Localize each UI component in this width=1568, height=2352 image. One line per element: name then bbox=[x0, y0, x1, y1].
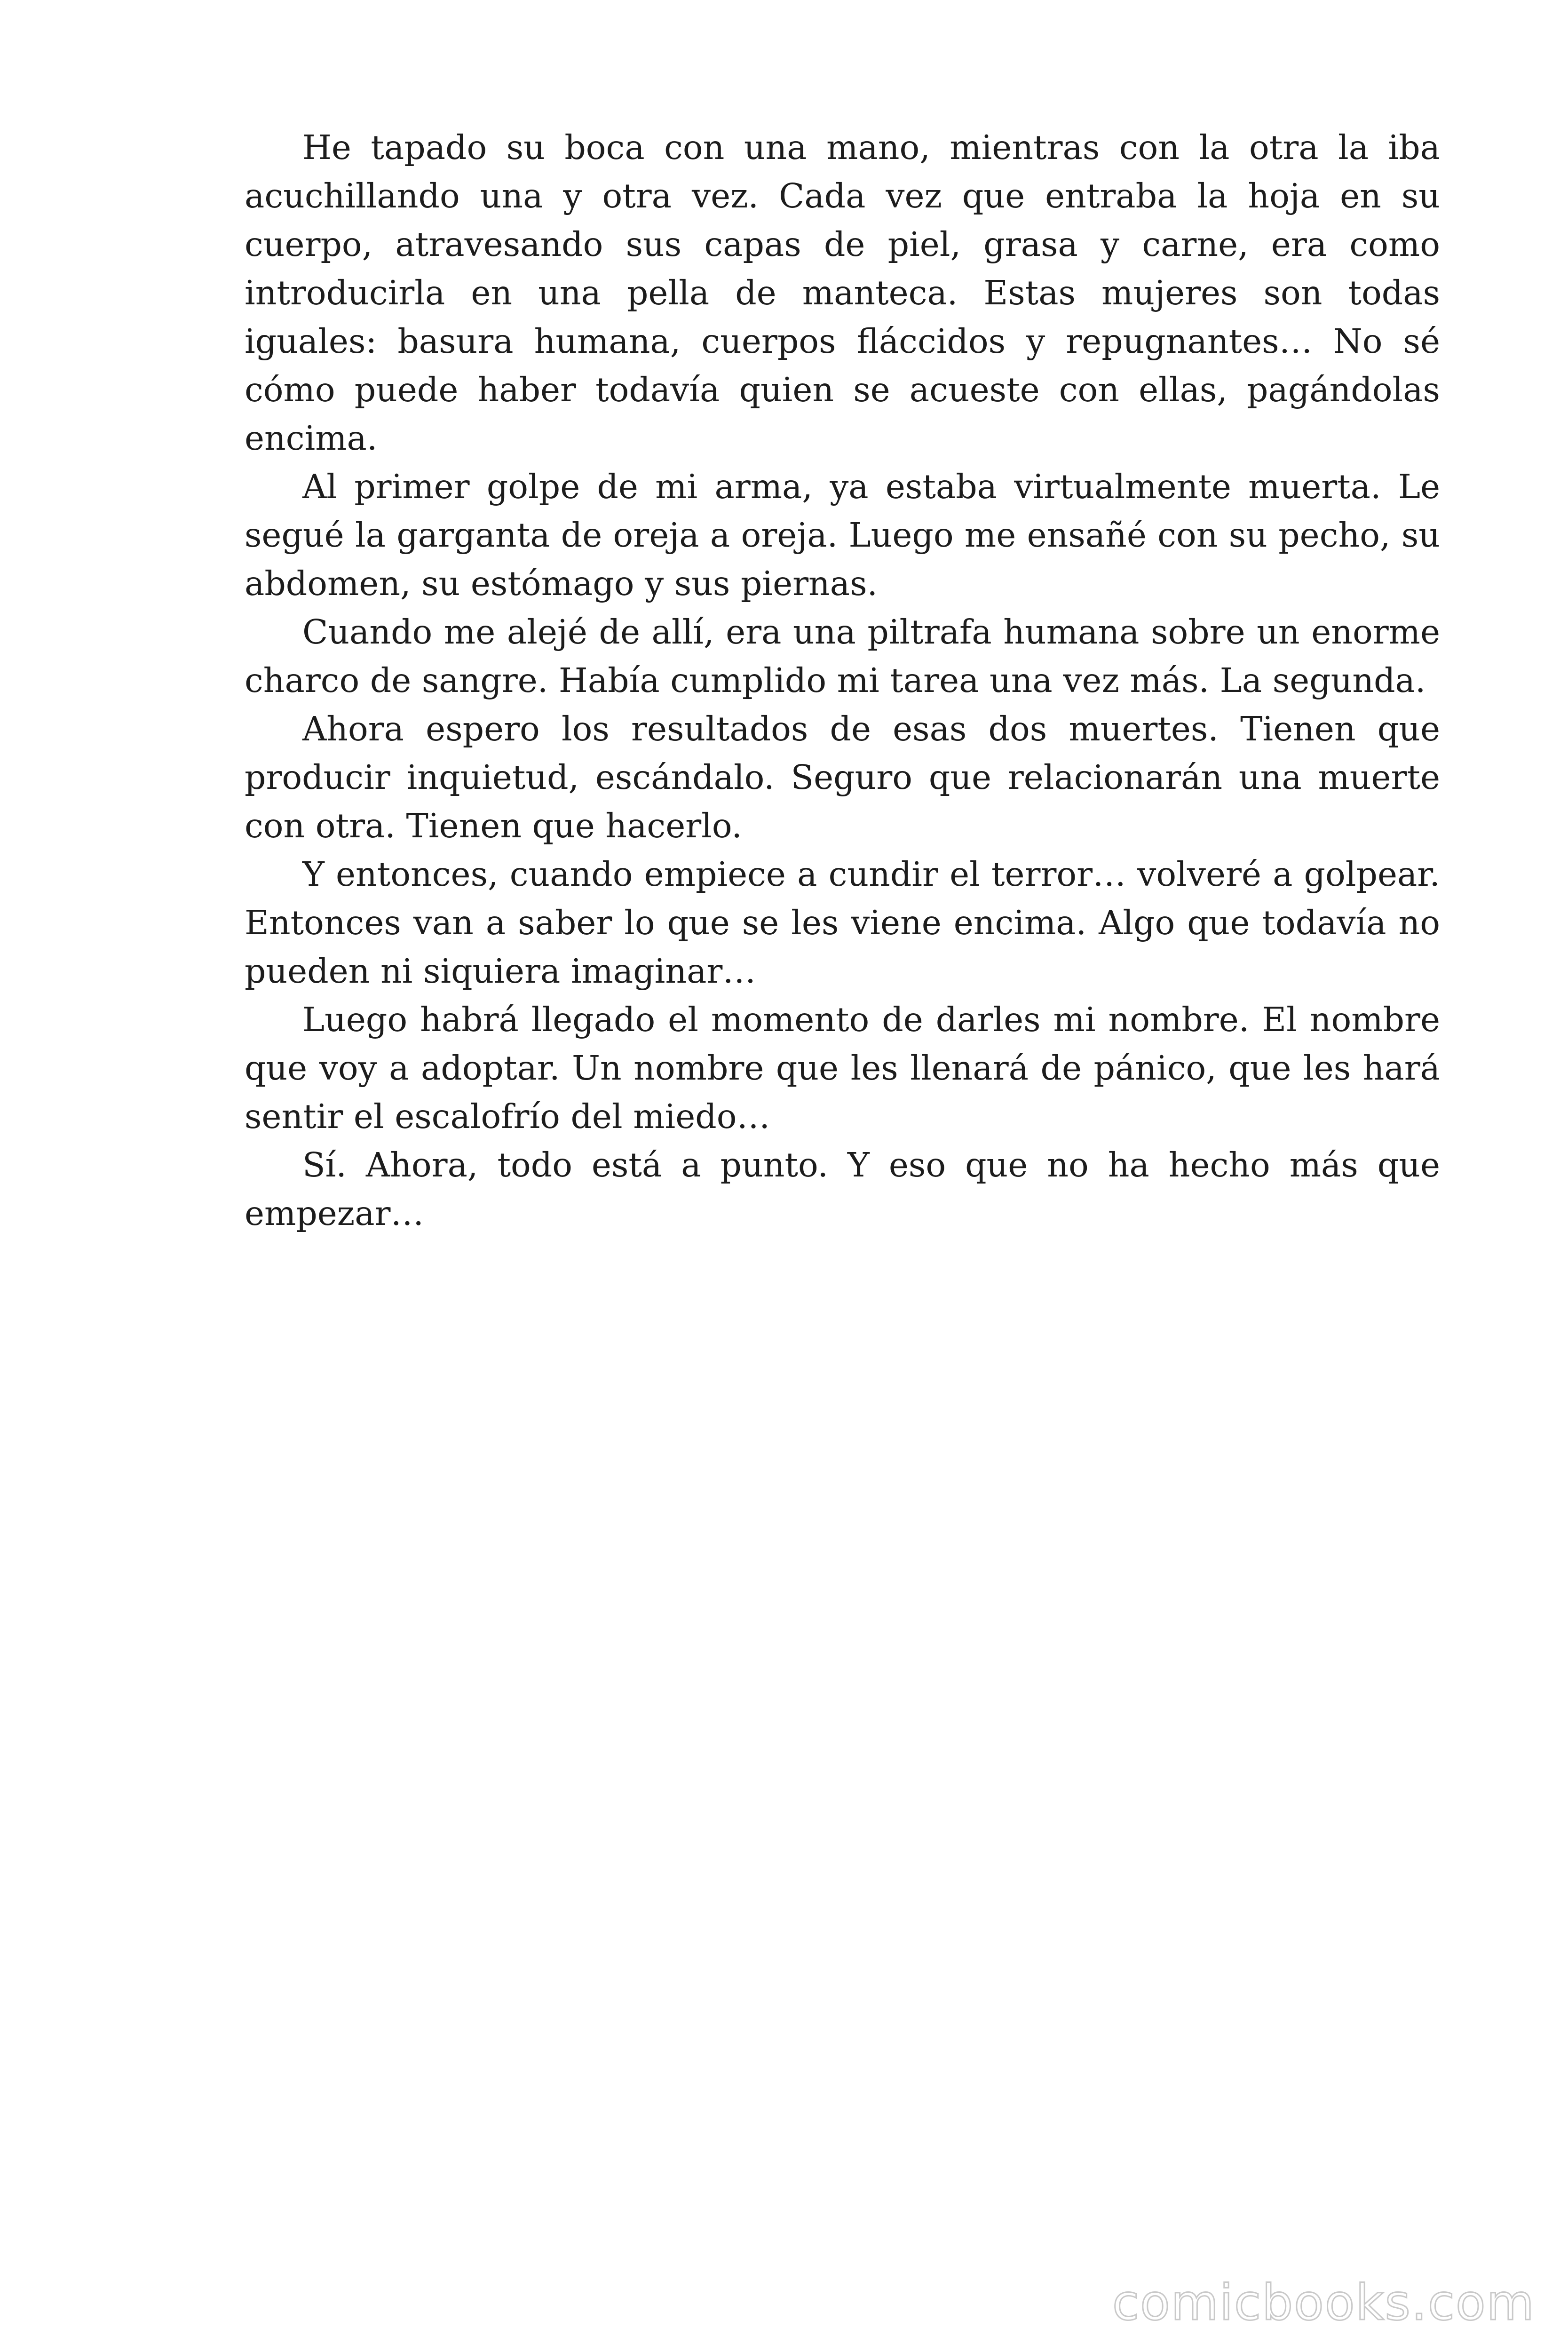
page-body bbox=[245, 123, 1440, 1238]
paragraph-1: He tapado su boca con una mano, mientras con la otra la iba acuchillando una y otra vez. Cada vez que entraba la hoja en su cuerpo, atravesando sus capas de piel, grasa y carne, era como introducirla en una pella de manteca. Estas mujeres son todas iguales: basura humana, cuerpos fláccidos y repugnantes… No sé cómo puede haber todavía quien se acueste con ellas, pagándolas encima. bbox=[245, 128, 1440, 458]
watermark: comicbooks.com bbox=[1112, 2274, 1535, 2331]
paragraph-7: Sí. Ahora, todo está a punto. Y eso que no ha hecho más que empezar… bbox=[245, 1145, 1440, 1233]
paragraph-2: Al primer golpe de mi arma, ya estaba virtualmente muerta. Le segué la garganta de oreja a oreja. Luego me ensañé con su pecho, su abdomen, su estómago y sus piernas. bbox=[245, 467, 1440, 603]
paragraph-6: Luego habrá llegado el momento de darles mi nombre. El nombre que voy a adoptar. Un nombre que les llenará de pánico, que les hará sentir el escalofrío del miedo… bbox=[245, 1000, 1440, 1136]
paragraph-5: Y entonces, cuando empiece a cundir el terror… volveré a golpear. Entonces van a saber lo que se les viene encima. Algo que todavía no pueden ni siquiera imaginar… bbox=[245, 855, 1440, 991]
paragraph-3: Cuando me alejé de allí, era una piltrafa humana sobre un enorme charco de sangre. Había cumplido mi tarea una vez más. La segunda. bbox=[245, 612, 1440, 700]
paragraph-4: Ahora espero los resultados de esas dos muertes. Tienen que producir inquietud, escándalo. Seguro que relacionarán una muerte con otra. Tienen que hacerlo. bbox=[245, 709, 1440, 845]
